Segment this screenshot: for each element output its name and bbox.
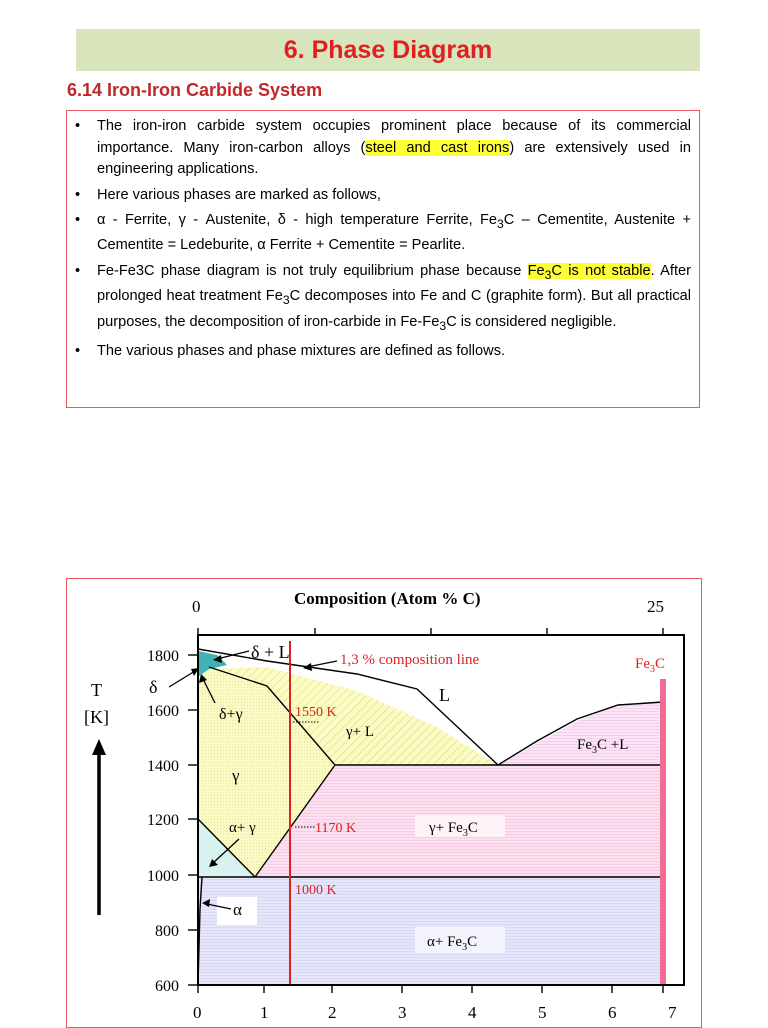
bullet-list xyxy=(67,111,699,363)
arrow-delta-l xyxy=(217,651,249,659)
y-tick-label: 1400 xyxy=(147,758,179,775)
region-fe3c-l xyxy=(498,702,663,765)
bottom-tick-labels xyxy=(193,1003,677,1022)
highlight-part: Fe xyxy=(527,262,545,279)
top-tick-label-0: 0 xyxy=(192,597,201,616)
subscript: 3 xyxy=(497,216,504,231)
y-tick-label: 800 xyxy=(155,923,179,940)
arrow-comp-line xyxy=(307,661,337,667)
highlight-part: C is not stable xyxy=(551,262,651,279)
arrow-delta xyxy=(169,671,195,687)
bullet-text: Fe-Fe3C phase diagram is not truly equilibrium phase because xyxy=(97,262,528,279)
y-tick-label: 1000 xyxy=(147,868,179,885)
bullet-text: α - Ferrite, γ - Austenite, δ - high temperature Ferrite, Fe xyxy=(97,212,498,228)
label-gamma: γ xyxy=(232,766,240,785)
bullet-text: Here various phases are marked as follows, xyxy=(97,186,381,203)
bottom-tick-label: 3 xyxy=(398,1003,407,1022)
subscript: 3 xyxy=(439,318,447,333)
y-tick-label: 1800 xyxy=(147,648,179,665)
up-arrow-icon xyxy=(92,739,106,755)
bullet-item-4 xyxy=(97,261,691,337)
bullet-item-5 xyxy=(97,341,691,363)
label-fe3c-l: $Fe_3C +L$ xyxy=(577,737,629,756)
y-tick-labels xyxy=(147,648,179,995)
bullet-item-2 xyxy=(97,185,691,207)
bullet-text: C is considered negligible. xyxy=(446,313,617,330)
bullet-item-3 xyxy=(97,210,691,257)
bullet-text: ) are extensively used in engineering applications. xyxy=(97,139,691,177)
subscript: 3 xyxy=(282,293,290,308)
label-t1550: 1550 K xyxy=(295,705,337,720)
y-tick-label: 600 xyxy=(155,978,179,995)
y-axis-label-unit: [K] xyxy=(84,707,109,727)
phase-diagram-frame xyxy=(66,578,702,1028)
bottom-axis-ticks xyxy=(198,985,663,993)
y-axis-ticks xyxy=(188,655,198,985)
title-banner xyxy=(76,29,700,71)
fe3c-bar xyxy=(660,679,666,985)
label-alpha: α xyxy=(233,900,242,919)
bullet-item-1 xyxy=(97,116,691,181)
bottom-tick-label: 0 xyxy=(193,1003,202,1022)
y-axis-label-t: T xyxy=(91,680,102,700)
y-tick-label: 1200 xyxy=(147,812,179,829)
highlight-text xyxy=(527,262,651,282)
label-delta-gamma: δ+γ xyxy=(219,706,243,723)
top-tick-label-25: 25 xyxy=(647,597,664,616)
label-fe3c: $Fe_3C$ xyxy=(635,656,666,675)
bottom-tick-label: 4 xyxy=(468,1003,477,1022)
label-delta: δ xyxy=(149,677,158,697)
subscript: 3 xyxy=(544,267,552,282)
label-comp-line: 1,3 % composition line xyxy=(340,652,480,668)
bottom-tick-label: 6 xyxy=(608,1003,617,1022)
bottom-tick-label: 2 xyxy=(328,1003,337,1022)
bullet-text: C decomposes into Fe and C (graphite form). But all practical purposes, the decomposition of iron-carbide in Fe-Fe xyxy=(97,288,692,330)
label-gamma-fe3c: $\gamma+ Fe_3C$ xyxy=(429,820,478,839)
label-t1170: 1170 K xyxy=(315,821,357,836)
bottom-tick-label: 1 xyxy=(260,1003,269,1022)
bottom-tick-label: 5 xyxy=(538,1003,547,1022)
label-alpha-fe3c: $\alpha+ Fe_3C$ xyxy=(427,934,478,953)
bullet-text: The iron-iron carbide system occupies prominent place because of its commercial importance. Many iron-carbon alloys ( xyxy=(97,118,691,156)
bullet-text: The various phases and phase mixtures are defined as follows. xyxy=(97,343,506,360)
label-l: L xyxy=(439,685,450,705)
y-tick-label: 1600 xyxy=(147,703,179,720)
label-delta-l: δ + L xyxy=(251,642,290,662)
label-t1000: 1000 K xyxy=(295,883,337,898)
bullet-text: C – Cementite, Austenite + Cementite = Ledeburite, α Ferrite + Cementite = Pearlite. xyxy=(97,212,691,254)
label-alpha-gamma: α+ γ xyxy=(229,820,256,836)
bottom-tick-label: 7 xyxy=(668,1003,677,1022)
highlight-text: steel and cast irons xyxy=(365,139,510,156)
section-title: 6.14 Iron-Iron Carbide System xyxy=(67,80,323,100)
phase-diagram-chart xyxy=(67,579,702,1028)
text-box xyxy=(66,110,700,408)
label-gamma-l: γ+ L xyxy=(346,724,375,740)
page-title: 6. Phase Diagram xyxy=(283,36,493,64)
top-axis-ticks xyxy=(198,628,663,635)
chart-title: Composition (Atom % C) xyxy=(294,589,481,608)
bullet-text: . After prolonged heat treatment Fe xyxy=(97,262,691,305)
